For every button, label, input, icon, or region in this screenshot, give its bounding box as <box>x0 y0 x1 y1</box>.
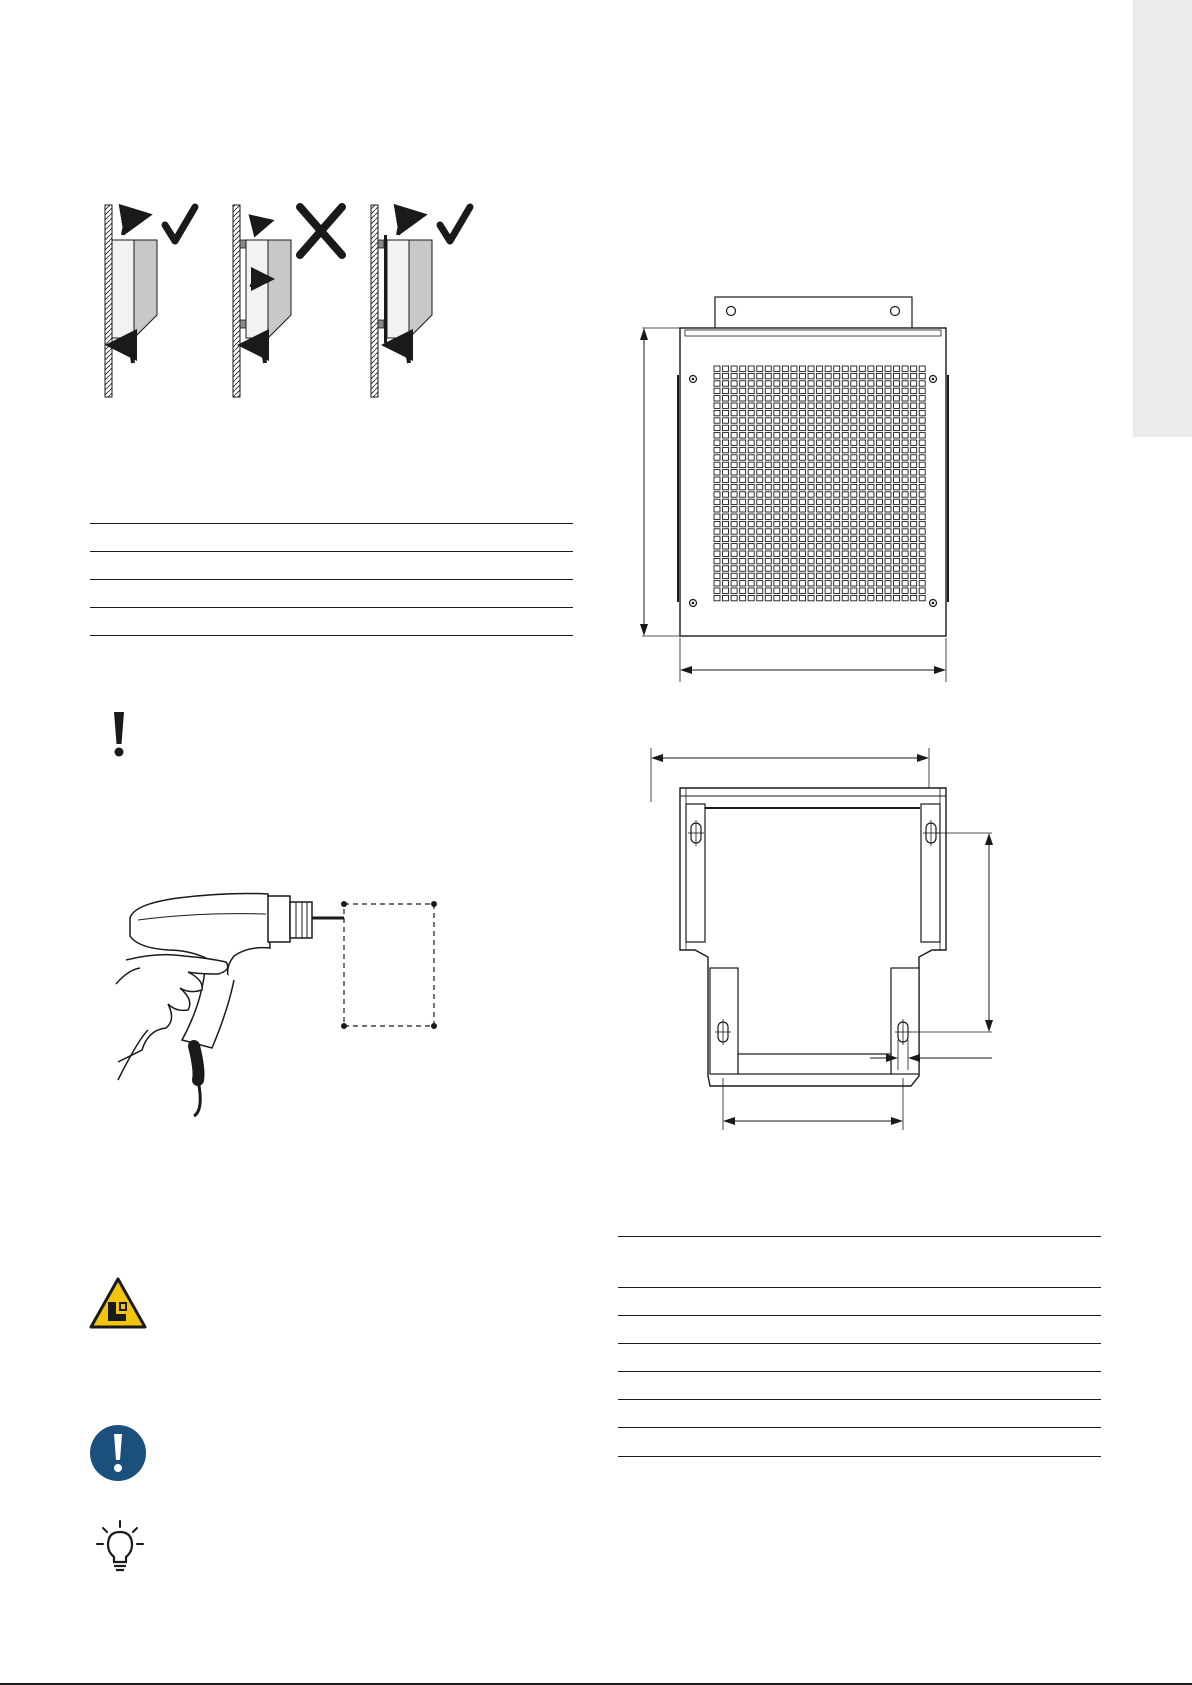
table-rule <box>618 1236 1101 1237</box>
table-rule <box>618 1371 1101 1372</box>
table-rule <box>90 607 573 608</box>
table-rule <box>90 635 573 636</box>
info-exclamation-circle-icon <box>89 1424 147 1482</box>
checkmark-icon <box>440 207 470 241</box>
mounting-ok-panel-2 <box>371 205 470 397</box>
table-rule <box>618 1399 1101 1400</box>
exclamation-icon <box>111 710 127 758</box>
cross-icon <box>300 207 342 255</box>
enclosure-front-view-drawing <box>630 290 950 690</box>
mounting-ok-panel-1 <box>105 205 195 397</box>
table-rule <box>90 579 573 580</box>
table-rule <box>618 1456 1101 1457</box>
drilling-holes-figure <box>108 880 448 1120</box>
table-rule <box>618 1427 1101 1428</box>
section-side-tab <box>1133 0 1192 437</box>
mounting-bracket-drawing <box>630 740 990 1140</box>
mounting-wrong-panel <box>233 205 342 397</box>
crushing-hazard-warning-icon <box>88 1276 148 1330</box>
mounting-positions-figure <box>95 195 495 415</box>
table-rule <box>90 523 573 524</box>
lightbulb-icon <box>95 1520 145 1576</box>
table-rule <box>618 1343 1101 1344</box>
table-rule <box>618 1287 1101 1288</box>
table-rule <box>618 1315 1101 1316</box>
checkmark-icon <box>165 207 195 241</box>
table-rule <box>90 551 573 552</box>
